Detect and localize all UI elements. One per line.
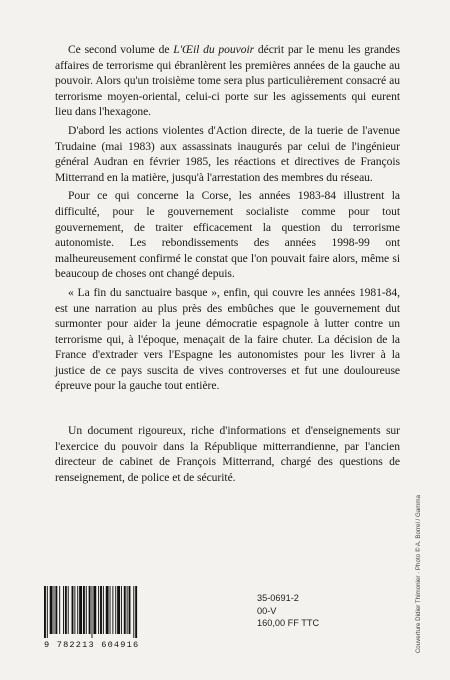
paragraph-basque: « La fin du sanctuaire basque », enfin, qui couvre les années 1981-84, est une narration au plus près des embûches que le gouvernement dut surmonter pour aider la jeune démocratie espagnole à lutter contre un terrorisme qui, à l'époque, menaçait de la faire chuter. La décision de la France d'extrader vers l'Espagne les autonomistes pour les livrer à la justice de ce pays suscita de vives controverses et fut une douloureuse épreuve pour la gauche tout entière. — [55, 285, 400, 393]
paragraph-action-directe: D'abord les actions violentes d'Action directe, de la tuerie de l'avenue Trudaine (mai 1983) aux assassinats inaugurés par celui de l'ingénieur général Audran en février 1985, les réactions et directives de François Mitterrand en la matière, jusqu'à l'arrestation des membres du réseau. — [55, 123, 400, 184]
product-codes — [257, 592, 319, 630]
back-cover: Ce second volume de L'Œil du pouvoir décrit par le menu les grandes affaires de terrorisme qui ébranlèrent les premières années de la gauche au pouvoir. Alors qu'un troisième tome sera plus particulièrement consacré au terrorisme moyen-oriental, celui-ci porte sur les agissements qui eurent lieu dans l'hexagone. D'abord les actions violentes d'Action directe, de la tuerie de l'avenue Trudaine (mai 1983) aux assassinats inaugurés par celui de l'ingénieur général Audran en février 1985, les réactions et directives de François Mitterrand en la matière, jusqu'à l'arrestation des membres du réseau. Pour ce qui concerne la Corse, les années 1983-84 illustrent la difficulté, pour le gouvernement socialiste comme pour tout gouvernement, de traiter efficacement la question du terrorisme autonomiste. Les rebondissements des années 1998-99 ont malheureusement confirmé le constat que l'on pouvait faire alors, même si beaucoup de choses ont changé depuis. « La fin du sanctuaire basque », enfin, qui couvre les années 1981-84, est une narration au plus près des embûches que le gouvernement dut surmonter pour aider la jeune démocratie espagnole à lutter contre un terrorisme qui, à l'époque, menaçait de la faire chuter. La décision de la France d'extrader vers l'Espagne les autonomistes pour les livrer à la justice de ce pays suscita de vives controverses et fut une douloureuse épreuve pour la gauche tout entière. Un document rigoureux, riche d'informations et d'enseignements sur l'exercice du pouvoir dans la République mitterrandienne, par l'ancien directeur de cabinet de François Mitterrand, chargé des questions de renseignement, de police et de sécurité. Couverture Didier Thimonier · Photo © A. Borrel / Gamma 9 782213 604916 35-0691-2 00-V 160,00 FF TTC — [44, 43, 422, 654]
edition-code: 00-V — [257, 605, 277, 616]
blurb — [55, 42, 400, 488]
isbn-number: 9 782213 604916 — [44, 640, 140, 650]
paragraph-intro: Ce second volume de L'Œil du pouvoir décrit par le menu les grandes affaires de terrorisme qui ébranlèrent les premières années de la gauche au pouvoir. Alors qu'un troisième tome sera plus particulièrement consacré au terrorisme moyen-oriental, celui-ci porte sur les agissements qui eurent lieu dans l'hexagone. — [55, 43, 400, 119]
price: 160,00 FF TTC — [257, 618, 320, 628]
paragraph-summary: Un document rigoureux, riche d'informations et d'enseignements sur l'exercice du pouvoir dans la République mitterrandienne, par l'ancien directeur de cabinet de François Mitterrand, chargé des questions de renseignement, de police et de sécurité. — [55, 424, 400, 484]
product-code: 35-0691-2 — [257, 593, 299, 603]
barcode — [42, 586, 182, 638]
paragraph-corse: Pour ce qui concerne la Corse, les années 1983-84 illustrent la difficulté, pour le gouvernement socialiste comme pour tout gouvernement, de traiter efficacement la question du terrorisme autonomiste. Les rebondissements des années 1998-99 ont malheureusement confirmé le constat que l'on pouvait faire alors, même si beaucoup de choses ont changé depuis. — [55, 189, 400, 281]
book-title: L'Œil du pouvoir — [173, 43, 255, 56]
